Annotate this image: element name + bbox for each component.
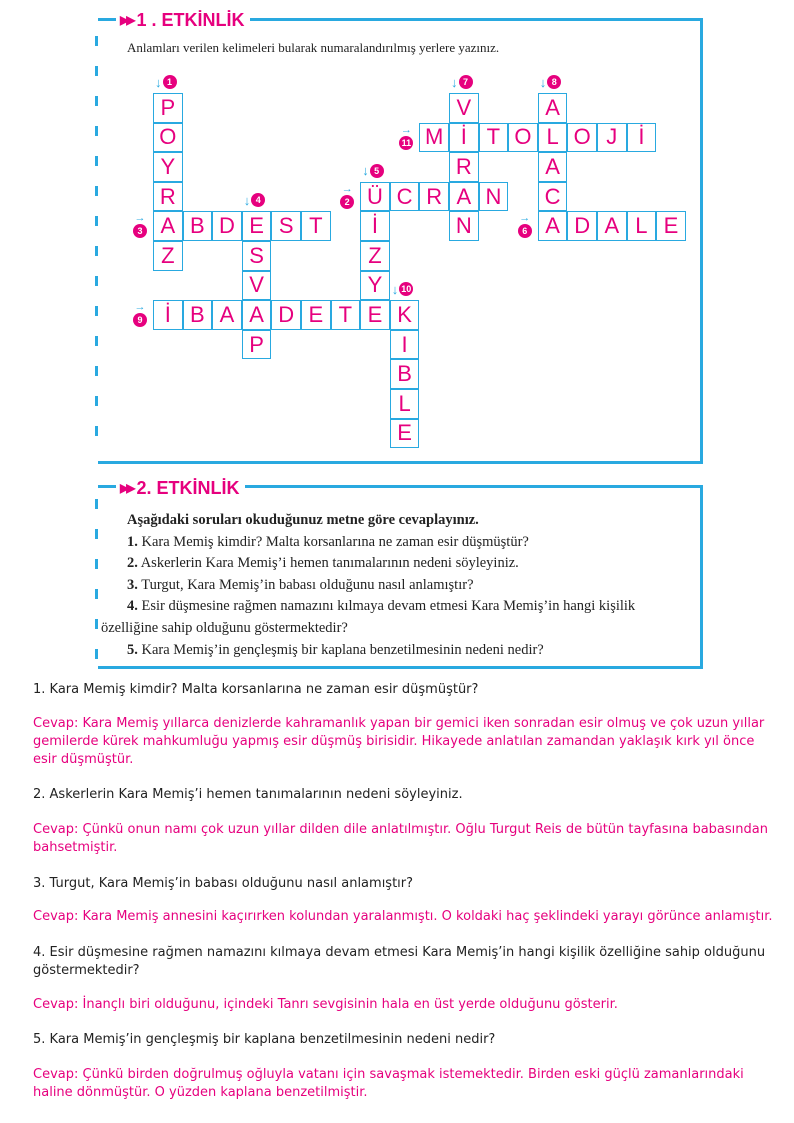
question-item bbox=[107, 596, 697, 618]
answer-text-4: Cevap: İnançlı biri olduğunu, içindeki Tanrı sevgisinin hala en üst yerde olduğunu gösterir. bbox=[33, 997, 618, 1012]
arrow-right-icon: → bbox=[519, 212, 531, 225]
crossword-cell: T bbox=[479, 123, 509, 153]
arrow-right-icon: → bbox=[341, 182, 353, 195]
answer-question-5: 5. Kara Memiş’in gençleşmiş bir kaplana benzetilmesinin nedeni nedir? bbox=[33, 1032, 496, 1047]
arrow-right-icon: → bbox=[134, 212, 146, 225]
clue-number-8 bbox=[540, 75, 562, 89]
crossword-cell: B bbox=[183, 300, 213, 330]
question-number: 2. bbox=[127, 555, 138, 572]
question-number: 4. bbox=[127, 598, 138, 615]
crossword-cell: P bbox=[242, 330, 272, 360]
crossword-cell: E bbox=[242, 211, 272, 241]
answer-question-4: 4. Esir düşmesine rağmen namazını kılmaya devam etmesi Kara Memiş’in hangi kişilik özelliğine sahip olduğunu göstermektedir? bbox=[33, 945, 766, 978]
crossword-cell: S bbox=[242, 241, 272, 271]
question-text: Kara Memiş kimdir? Malta korsanlarına ne zaman esir düşmüştür? bbox=[141, 533, 529, 550]
crossword-cell: O bbox=[567, 123, 597, 153]
clue-badge: 5 bbox=[370, 164, 384, 178]
crossword-cell: E bbox=[656, 211, 686, 241]
arrow-down-icon: ↓ bbox=[539, 74, 547, 90]
crossword-cell: A bbox=[242, 300, 272, 330]
clue-badge: 3 bbox=[133, 224, 147, 238]
crossword-cell: R bbox=[449, 152, 479, 182]
crossword-cell: O bbox=[508, 123, 538, 153]
crossword-cell: L bbox=[390, 389, 420, 419]
arrow-down-icon: ↓ bbox=[362, 163, 369, 179]
answer-question-2: 2. Askerlerin Kara Memiş’i hemen tanımalarının nedeni söyleyiniz. bbox=[33, 787, 463, 802]
clue-number-5 bbox=[362, 164, 384, 178]
clue-badge: 4 bbox=[251, 193, 265, 207]
question-text: Kara Memiş’in gençleşmiş bir kaplana benzetilmesinin nedeni nedir? bbox=[141, 641, 544, 658]
crossword-cell: E bbox=[390, 419, 420, 449]
clue-badge: 8 bbox=[547, 75, 561, 89]
answer-question-3: 3. Turgut, Kara Memiş’in babası olduğunu nasıl anlamıştır? bbox=[33, 876, 414, 891]
clue-badge: 11 bbox=[399, 136, 413, 150]
crossword-cell: N bbox=[449, 211, 479, 241]
crossword-cell: B bbox=[183, 211, 213, 241]
question-text: Esir düşmesine rağmen namazını kılmaya devam etmesi Kara Memiş’in hangi kişilik bbox=[141, 598, 636, 615]
arrow-right-icon: → bbox=[134, 301, 146, 314]
chevron-right-icon: ▶▶ bbox=[120, 481, 133, 495]
arrow-down-icon: ↓ bbox=[243, 192, 251, 208]
clue-number-7 bbox=[451, 75, 473, 89]
crossword-cell: R bbox=[419, 182, 449, 212]
clue-badge: 7 bbox=[459, 75, 473, 89]
crossword-cell: Ü bbox=[360, 182, 390, 212]
question-item bbox=[107, 553, 697, 575]
crossword-cell: J bbox=[597, 123, 627, 153]
crossword-cell: S bbox=[271, 211, 301, 241]
crossword-cell: L bbox=[627, 211, 657, 241]
crossword-cell: N bbox=[479, 182, 509, 212]
crossword-cell: A bbox=[597, 211, 627, 241]
question-text: Askerlerin Kara Memiş’i hemen tanımalarının nedeni söyleyiniz. bbox=[140, 555, 519, 572]
crossword-cell: M bbox=[419, 123, 449, 153]
crossword-cell: İ bbox=[360, 211, 390, 241]
clue-number-3 bbox=[133, 213, 147, 238]
crossword-cell: İ bbox=[449, 123, 479, 153]
answer-text-2: Cevap: Çünkü onun namı çok uzun yıllar dilden dile anlatılmıştır. Oğlu Turgut Reis de bütün tayfasına babasından bahsetmiştir. bbox=[33, 822, 768, 855]
activity1-title-text: 1 . ETKİNLİK bbox=[136, 9, 245, 30]
crossword-cell: A bbox=[538, 152, 568, 182]
crossword-cell: R bbox=[153, 182, 183, 212]
crossword-cell: V bbox=[449, 93, 479, 123]
question-item bbox=[107, 532, 697, 554]
frame-dash bbox=[95, 485, 98, 669]
question-continuation: özelliğine sahip olduğunu göstermektedir? bbox=[101, 619, 348, 636]
activity1-title bbox=[116, 9, 250, 31]
question-item bbox=[107, 640, 697, 662]
activity1-instruction: Anlamları verilen kelimeleri bularak numaralandırılmış yerlere yazınız. bbox=[127, 40, 500, 55]
crossword-cell: I bbox=[390, 330, 420, 360]
clue-badge: 1 bbox=[163, 75, 177, 89]
questions-heading: Aşağıdaki soruları okuduğunuz metne göre cevaplayınız. bbox=[127, 512, 479, 528]
crossword-cell: D bbox=[212, 211, 242, 241]
crossword-cell: C bbox=[538, 182, 568, 212]
clue-badge: 2 bbox=[340, 195, 354, 209]
question-text: Turgut, Kara Memiş’in babası olduğunu nasıl anlamıştır? bbox=[141, 576, 474, 593]
crossword-cell: Z bbox=[360, 241, 390, 271]
crossword-cell: B bbox=[390, 359, 420, 389]
arrow-down-icon: ↓ bbox=[391, 281, 399, 297]
frame-dash bbox=[95, 18, 98, 464]
crossword-cell: Y bbox=[153, 152, 183, 182]
question-number: 5. bbox=[127, 641, 138, 658]
crossword-cell: E bbox=[301, 300, 331, 330]
question-list bbox=[101, 510, 697, 661]
clue-number-1 bbox=[155, 75, 177, 89]
arrow-down-icon: ↓ bbox=[451, 74, 458, 90]
crossword-cell: A bbox=[153, 211, 183, 241]
crossword-cell: A bbox=[449, 182, 479, 212]
crossword-cell: E bbox=[360, 300, 390, 330]
crossword-cell: K bbox=[390, 300, 420, 330]
crossword-cell: İ bbox=[153, 300, 183, 330]
activity2-title-text: 2. ETKİNLİK bbox=[136, 477, 240, 498]
crossword-cell: V bbox=[242, 271, 272, 301]
clue-number-11 bbox=[399, 125, 413, 150]
activity2-title bbox=[116, 477, 245, 499]
crossword-cell: A bbox=[212, 300, 242, 330]
clue-number-2 bbox=[340, 184, 354, 209]
arrow-down-icon: ↓ bbox=[155, 74, 162, 90]
crossword-cell: T bbox=[301, 211, 331, 241]
crossword-cell: D bbox=[567, 211, 597, 241]
crossword-cell: D bbox=[271, 300, 301, 330]
chevron-right-icon: ▶▶ bbox=[120, 13, 133, 27]
question-number: 1. bbox=[127, 533, 138, 550]
clue-number-4 bbox=[244, 193, 266, 207]
crossword-cell: O bbox=[153, 123, 183, 153]
clue-number-6 bbox=[518, 213, 532, 238]
answer-question-1: 1. Kara Memiş kimdir? Malta korsanlarına ne zaman esir düşmüştür? bbox=[33, 682, 479, 697]
question-number: 3. bbox=[127, 576, 138, 593]
crossword-cell: A bbox=[538, 93, 568, 123]
question-item bbox=[107, 575, 697, 597]
clue-number-10 bbox=[392, 282, 414, 296]
crossword-cell: A bbox=[538, 211, 568, 241]
crossword-cell: İ bbox=[627, 123, 657, 153]
crossword-cell: P bbox=[153, 93, 183, 123]
clue-badge: 6 bbox=[518, 224, 532, 238]
clue-badge: 9 bbox=[133, 313, 147, 327]
clue-number-9 bbox=[133, 302, 147, 327]
answer-text-3: Cevap: Kara Memiş annesini kaçırırken kolundan yaralanmıştı. O koldaki haç şeklindeki yarayı görünce anlamıştır. bbox=[33, 909, 773, 924]
crossword-cell: T bbox=[331, 300, 361, 330]
arrow-right-icon: → bbox=[400, 123, 412, 136]
answer-text-5: Cevap: Çünkü birden doğrulmuş oğluyla vatanı için savaşmak istemektedir. Birden eski güçlü zamanlarındaki haline dönmüştür. O yüzden kaplana benzetilmiştir. bbox=[33, 1067, 744, 1100]
crossword-cell: Y bbox=[360, 271, 390, 301]
crossword-cell: Z bbox=[153, 241, 183, 271]
crossword-cell: L bbox=[538, 123, 568, 153]
crossword-cell: C bbox=[390, 182, 420, 212]
clue-badge: 10 bbox=[401, 284, 412, 295]
answer-text-1: Cevap: Kara Memiş yıllarca denizlerde kahramanlık yapan bir gemici iken sonradan esir olmuş ve çok uzun yıllar gemilerde kürek mahkumluğu yapmış esir düşmüş birisidir. Hikayede anlatılan zamandan yaklaşık kırk yıl önce esir düşmüştür. bbox=[33, 716, 765, 767]
